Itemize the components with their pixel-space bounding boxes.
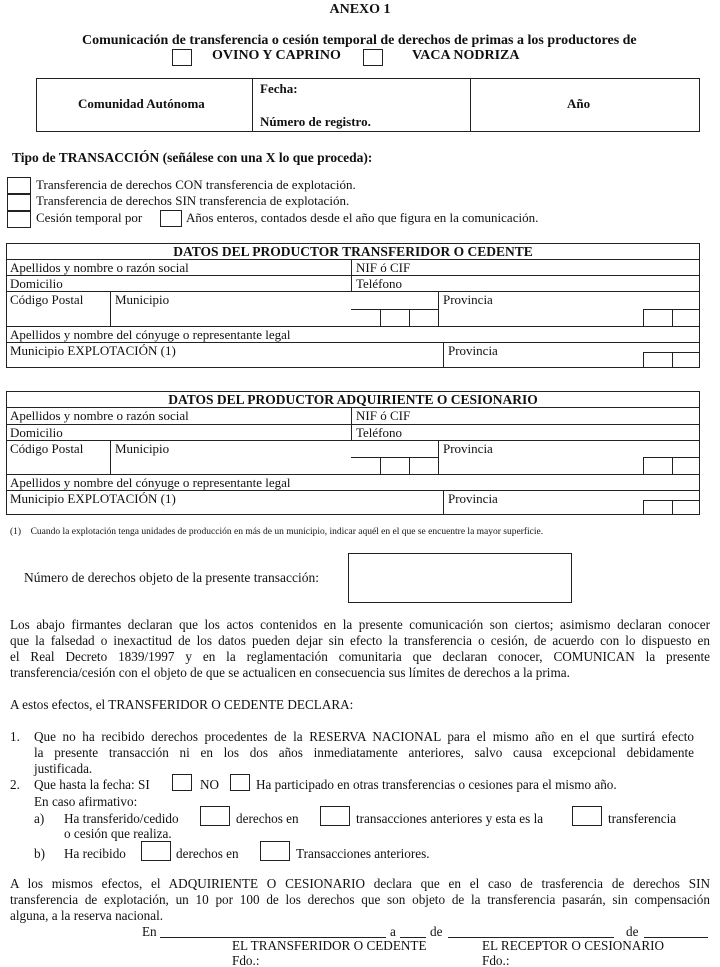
final-line-1: A los mismos efectos, el ADQUIRIENTE O CESIONARIO declara que en el caso de trasferencia de derechos SIN [10,876,710,891]
tipo-title: Tipo de TRANSACCIÓN (señálese con una X lo que proceda): [12,150,373,165]
item2-number: 2. [10,777,20,792]
option-sin-transferencia: Transferencia de derechos SIN transferencia de explotación. [36,193,350,208]
item2a-text-1: Ha transferido/cedido [64,811,179,826]
checkbox-no[interactable] [230,774,250,791]
input-derechos-recibidos[interactable] [141,841,171,861]
signature-a: a [390,924,396,939]
item2b-label: b) [34,846,45,861]
cesion-text: Años enteros, contados desde el año que figura en la comunicación. [186,210,539,225]
s2-telefono-label: Teléfono [356,425,403,440]
s1-telefono-label: Teléfono [356,276,403,291]
s1-municipio-label: Municipio [115,292,170,307]
fdo-transferidor: Fdo.: [232,953,260,967]
item2a-text-5: o cesión que realiza. [64,826,172,841]
signature-de-2: de [626,924,639,939]
checkbox-con-transferencia[interactable] [7,177,31,194]
efectos-title: A estos efectos, el TRANSFERIDOR O CEDENTE DECLARA: [10,697,354,712]
s1-provincia-label: Provincia [443,292,493,307]
s2-conyuge-label: Apellidos y nombre del cónyuge o representante legal [10,475,291,490]
s2-provincia2-label: Provincia [448,491,498,506]
s1-conyuge-label: Apellidos y nombre del cónyuge o representante legal [10,327,291,342]
s2-provincia-label: Provincia [443,441,493,456]
signature-en: En [142,924,157,939]
final-line-3: alguna, a la reserva nacional. [10,908,164,923]
declaration-line-2: que la falsedad o inexactitud de los datos pueden dejar sin efecto la transferencia o cesión, de acuerdo con lo dispuesto en [10,633,710,648]
s1-mun-expl-label: Municipio EXPLOTACIÓN (1) [10,343,176,358]
transferidor-label: EL TRANSFERIDOR O CEDENTE [232,938,427,953]
item2b-text-2: derechos en [176,846,239,861]
item1-line-1: Que no ha recibido derechos procedentes de la RESERVA NACIONAL para el mismo año en el que surtirá efecto [34,729,694,744]
input-numero-transferencia[interactable] [572,806,602,826]
item2a-text-3: transacciones anteriores y esta es la [356,811,544,826]
anios-input[interactable] [160,210,182,227]
s2-mun-expl-label: Municipio EXPLOTACIÓN (1) [10,491,176,506]
s1-provincia2-label: Provincia [448,343,498,358]
checkbox-cesion-temporal[interactable] [7,211,31,228]
item1-number: 1. [10,729,20,744]
option-vaca-nodriza: VACA NODRIZA [412,48,520,63]
anio-label: Año [567,96,591,111]
s2-municipio-label: Municipio [115,441,170,456]
option-ovino-caprino: OVINO Y CAPRINO [212,48,341,63]
signature-de-1: de [430,924,443,939]
fecha-label: Fecha: [260,81,298,96]
input-transacciones-anteriores[interactable] [320,806,350,826]
item1-line-2: la presente transacción ni en los dos años inmediatamente anteriores, salvo causa excepcional debidamente [34,745,694,760]
s1-apellidos-label: Apellidos y nombre o razón social [10,260,189,275]
checkbox-sin-transferencia[interactable] [7,194,31,211]
s2-cp-label: Código Postal [10,441,84,456]
declaration-line-3: el Real Decreto 1839/1997 y en la reglamentación comunitaria que declaran conocer, COMUNICAN la presente [10,649,710,664]
final-line-2: transferencia de explotación, un 10 por 100 de los derechos que son objeto de la transferencia pasarán, sin compensación [10,892,710,907]
input-derechos-transferidos[interactable] [200,806,230,826]
fdo-receptor: Fdo.: [482,953,510,967]
s2-nif-label: NIF ó CIF [356,408,411,423]
form-heading: Comunicación de transferencia o cesión temporal de derechos de primas a los productores de [82,33,637,48]
declaration-line-4: transferencia/cesión con el objeto de que se actualicen en consecuencia sus límites de derechos a la prima. [10,665,570,680]
comunidad-label: Comunidad Autónoma [78,96,205,111]
s1-cp-label: Código Postal [10,292,84,307]
section1-title: DATOS DEL PRODUCTOR TRANSFERIDOR O CEDENTE [173,244,533,259]
item2-afirmativo: En caso afirmativo: [34,794,138,809]
cesion-label: Cesión temporal por [36,210,143,225]
item1-line-3: justificada. [34,761,93,776]
annex-title: ANEXO 1 [329,2,391,17]
declaration-line-1: Los abajo firmantes declaran que los actos contenidos en la presente comunicación son ciertos; asimismo declaran conocer [10,617,710,632]
s1-domicilio-label: Domicilio [10,276,63,291]
receptor-label: EL RECEPTOR O CESIONARIO [482,938,665,953]
s2-domicilio-label: Domicilio [10,425,63,440]
checkbox-si[interactable] [172,774,192,791]
item2a-label: a) [34,811,45,826]
input-transacciones-recibidas[interactable] [260,841,290,861]
s1-nif-label: NIF ó CIF [356,260,411,275]
item2-no: NO [200,777,220,792]
section2-title: DATOS DEL PRODUCTOR ADQUIRIENTE O CESIONARIO [168,392,538,407]
num-derechos-input[interactable] [348,553,572,603]
checkbox-ovino[interactable] [172,49,192,66]
option-con-transferencia: Transferencia de derechos CON transferencia de explotación. [36,177,356,192]
checkbox-vaca[interactable] [363,49,383,66]
item2a-text-2: derechos en [236,811,299,826]
item2a-text-4: transferencia [608,811,677,826]
item2b-text-3: Transacciones anteriores. [296,846,430,861]
registro-label: Número de registro. [260,114,371,129]
s2-apellidos-label: Apellidos y nombre o razón social [10,408,189,423]
item2-tail: Ha participado en otras transferencias o cesiones para el mismo año. [256,777,617,792]
footnote: (1) Cuando la explotación tenga unidades de producción en más de un municipio, indicar aquél en el que se encuentre la mayor superficie. [10,527,544,537]
item2b-text-1: Ha recibido [64,846,126,861]
item2-lead: Que hasta la fecha: SI [34,777,150,792]
num-derechos-label: Número de derechos objeto de la presente transacción: [24,570,320,585]
